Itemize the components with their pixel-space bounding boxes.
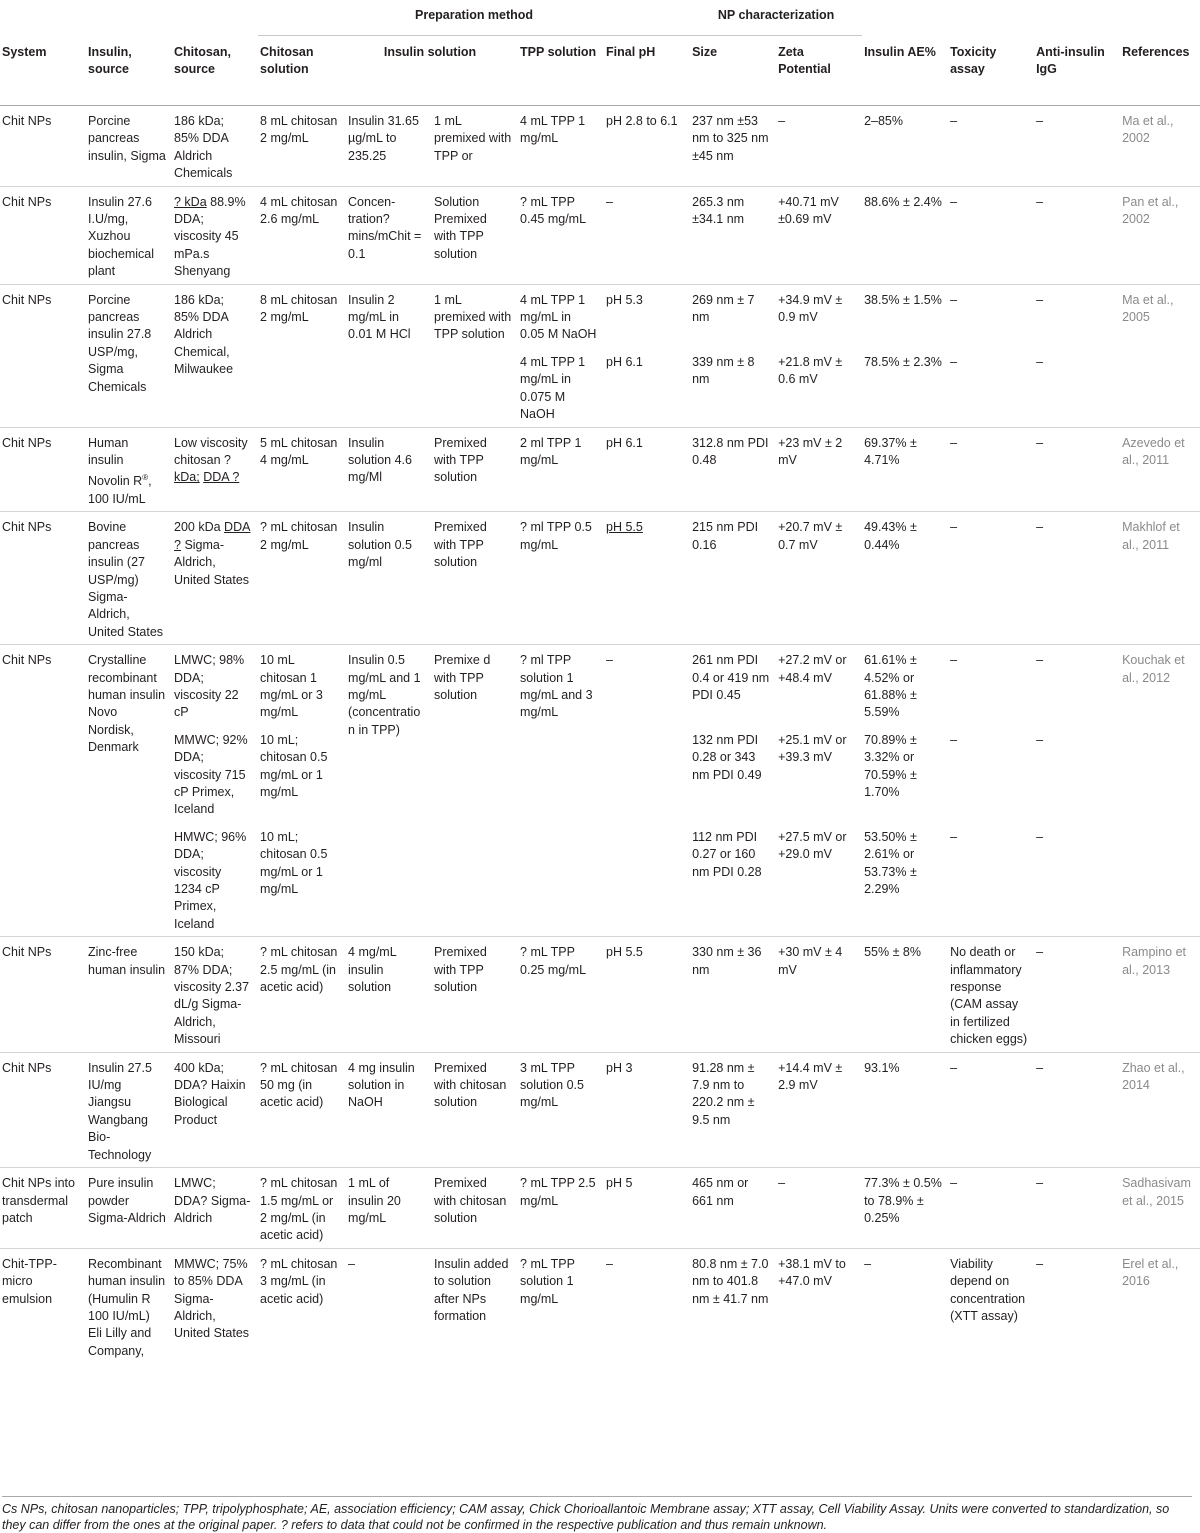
table-cell: pH 5.5 xyxy=(604,937,690,1052)
table-cell: – xyxy=(948,1052,1034,1167)
table-cell: – xyxy=(778,114,786,128)
table-row xyxy=(0,645,1200,725)
col-ref: References xyxy=(1122,44,1190,59)
col-ae: Insulin AE% xyxy=(864,44,936,59)
table-cell: – xyxy=(1034,1052,1120,1167)
table-cell: ? mL TPP 2.5 mg/mL xyxy=(518,1168,604,1249)
table-cell: 10 mL; chitosan 0.5 mg/mL or 1 mg/mL xyxy=(260,829,328,896)
table-cell: Premixed with TPP solution xyxy=(432,427,518,512)
group-header-row xyxy=(0,0,1200,36)
table-cell: – xyxy=(1034,645,1120,725)
table-cell: – xyxy=(950,114,958,128)
col-tpp: TPP solution xyxy=(520,45,597,59)
table-cell: Insulin 0.5 mg/mL and 1 mg/mL (concentration in TPP) xyxy=(346,645,432,937)
table-cell: Chit NPs into transdermal patch xyxy=(0,1168,86,1249)
table-cell: 4 mL TPP 1 mg/mL in 0.075 M NaOH xyxy=(520,354,586,422)
table-cell: pH 5 xyxy=(604,1168,690,1249)
table-cell: ? mL TPP 0.25 mg/mL xyxy=(518,937,604,1052)
table-cell: LMWC; 98% DDA; viscosity 22 cP xyxy=(172,645,258,725)
table-cell: – xyxy=(948,427,1034,512)
reference: Kouchak et al., 2012 xyxy=(1120,645,1200,937)
table-cell: – xyxy=(1034,1168,1120,1249)
col-zeta: Zeta Potential xyxy=(778,45,831,77)
table-cell: 4 mg insulin solution in NaOH xyxy=(346,1052,432,1167)
table-cell: – xyxy=(776,1168,862,1249)
table-cell: pH 2.8 to 6.1 xyxy=(606,114,678,128)
table-cell: ? mL chitosan 1.5 mg/mL or 2 mg/mL (in acetic acid) xyxy=(258,1168,346,1249)
table-cell: – xyxy=(604,186,690,284)
table-cell: Concen-tration? mins/mChit = 0.1 xyxy=(346,186,432,284)
table-cell: – xyxy=(1034,186,1120,284)
table-cell: 237 nm ±53 nm to 325 nm ±45 nm xyxy=(692,114,769,163)
table-row xyxy=(0,1052,1200,1167)
table-cell: 38.5% ± 1.5% xyxy=(862,284,948,347)
table-cell: 112 nm PDI 0.27 or 160 nm PDI 0.28 xyxy=(692,829,762,879)
reference: Ma et al., 2002 xyxy=(1122,114,1174,146)
table-cell: – xyxy=(950,829,958,844)
table-cell: 53.50% ± 2.61% or 53.73% ± 2.29% xyxy=(864,829,917,896)
col-igg: Anti-insulin IgG xyxy=(1036,44,1105,76)
reference: Erel et al., 2016 xyxy=(1120,1248,1200,1363)
table-cell: ? ml TPP 0.5 mg/mL xyxy=(518,512,604,645)
table-cell: pH 5.3 xyxy=(604,284,690,347)
table-row xyxy=(0,512,1200,645)
table-cell: 4 mg/mL insulin solution xyxy=(346,937,432,1052)
table-cell: – xyxy=(1034,1248,1120,1363)
table-cell: 330 nm ± 36 nm xyxy=(690,937,776,1052)
table-cell: 8 mL chitosan 2 mg/mL xyxy=(260,114,338,146)
table-cell: Premixe d with TPP solution xyxy=(432,645,518,937)
table-cell: 215 nm PDI 0.16 xyxy=(690,512,776,645)
table-cell: 49.43% ± 0.44% xyxy=(862,512,948,645)
table-cell: Solution Premixed with TPP solution xyxy=(432,186,518,284)
table-cell: Bovine pancreas insulin (27 USP/mg) Sigma-Aldrich, United States xyxy=(86,512,172,645)
table-cell: ? mL TPP 0.45 mg/mL xyxy=(518,186,604,284)
table-cell: ? mL chitosan 50 mg (in acetic acid) xyxy=(258,1052,346,1167)
table-cell: +21.8 mV ± 0.6 mV xyxy=(778,354,843,387)
table-cell: 265.3 nm ±34.1 nm xyxy=(690,186,776,284)
group-header-np: NP characterization xyxy=(690,0,862,36)
table-cell: +25.1 mV or +39.3 mV xyxy=(778,732,847,765)
table-cell: MMWC; 75% to 85% DDA Sigma-Aldrich, United States xyxy=(172,1248,258,1363)
table-cell: Chit NPs xyxy=(0,512,86,645)
table-cell: Chit NPs xyxy=(0,186,86,284)
table-cell: Chit NPs xyxy=(0,1052,86,1167)
table-row xyxy=(0,1248,1200,1363)
column-header-row xyxy=(0,36,1200,106)
table-cell: Low viscosity chitosan ? kDa; DDA ? xyxy=(172,427,258,512)
table-cell: 339 nm ± 8 nm xyxy=(692,354,755,387)
table-cell: Recombinant human insulin (Humulin R 100 IU/mL) Eli Lilly and Company, xyxy=(86,1248,172,1363)
table-cell: Crystalline recombinant human insulin Novo Nordisk, Denmark xyxy=(86,645,172,937)
table-cell: Pure insulin powder Sigma-Aldrich xyxy=(86,1168,172,1249)
table-cell: – xyxy=(346,1248,432,1363)
group-header-preparation: Preparation method xyxy=(258,0,690,36)
table-row xyxy=(0,1168,1200,1249)
table-cell: – xyxy=(1036,114,1044,128)
table-row xyxy=(0,427,1200,512)
table-cell: Chit NPs xyxy=(0,427,86,512)
table-cell: – xyxy=(1036,829,1044,844)
table-cell: Premixed with chitosan solution xyxy=(432,1052,518,1167)
table-cell: Premixed with TPP solution xyxy=(432,937,518,1052)
table-cell: 186 kDa; 85% DDA Aldrich Chemicals xyxy=(174,114,233,181)
table-cell: pH 5.5 xyxy=(604,512,690,645)
table-cell: 69.37% ± 4.71% xyxy=(862,427,948,512)
table-cell: +23 mV ± 2 mV xyxy=(776,427,862,512)
table-cell: +20.7 mV ± 0.7 mV xyxy=(776,512,862,645)
table-cell: +30 mV ± 4 mV xyxy=(776,937,862,1052)
table-cell: 4 mL TPP 1 mg/mL in 0.05 M NaOH xyxy=(518,284,604,347)
col-insulin: Insulin, source xyxy=(88,44,132,76)
table-cell: 80.8 nm ± 7.0 nm to 401.8 nm ± 41.7 nm xyxy=(690,1248,776,1363)
table-cell: ? ml TPP solution 1 mg/mL and 3 mg/mL xyxy=(518,645,604,937)
table-cell: Insulin 2 mg/mL in 0.01 M HCl xyxy=(346,284,432,427)
table-cell: Premixed with TPP solution xyxy=(432,512,518,645)
table-cell: Chit NPs xyxy=(0,937,86,1052)
table-cell: pH 3 xyxy=(604,1052,690,1167)
col-insulin-solution: Insulin solution xyxy=(383,45,477,59)
table-cell: Viability depend on concentration (XTT assay) xyxy=(948,1248,1034,1363)
table-cell: 61.61% ± 4.52% or 61.88% ± 5.59% xyxy=(862,645,948,725)
col-system: System xyxy=(2,44,47,59)
table-cell: ? mL chitosan 2.5 mg/mL (in acetic acid) xyxy=(258,937,346,1052)
table-cell: LMWC; DDA? Sigma-Aldrich xyxy=(172,1168,258,1249)
table-cell: – xyxy=(950,354,958,369)
table-cell: Porcine pancreas insulin 27.8 USP/mg, Sigma Chemicals xyxy=(86,284,172,427)
table-cell: – xyxy=(1034,512,1120,645)
table-cell: Insulin 31.65 µg/mL to 235.25 xyxy=(348,114,419,163)
table-cell: Insulin added to solution after NPs formation xyxy=(432,1248,518,1363)
table-cell: 312.8 nm PDI 0.48 xyxy=(690,427,776,512)
table-cell: – xyxy=(948,1168,1034,1249)
table-cell: 400 kDa; DDA? Haixin Biological Product xyxy=(172,1052,258,1167)
table-cell: 91.28 nm ± 7.9 nm to 220.2 nm ± 9.5 nm xyxy=(690,1052,776,1167)
table-cell: 88.6% ± 2.4% xyxy=(862,186,948,284)
table-cell: +38.1 mV to +47.0 mV xyxy=(776,1248,862,1363)
table-cell: 77.3% ± 0.5% to 78.9% ± 0.25% xyxy=(862,1168,948,1249)
table-cell: Zinc-free human insulin xyxy=(86,937,172,1052)
table-cell: 1 mL premixed with TPP or xyxy=(434,114,512,163)
table-cell: +40.71 mV ±0.69 mV xyxy=(776,186,862,284)
table-cell: Chit NPs xyxy=(0,645,86,937)
table-cell: Chit NPs xyxy=(2,114,52,128)
table-cell: ? kDa 88.9% DDA; viscosity 45 mPa.s Shenyang xyxy=(172,186,258,284)
table-cell: 3 mL TPP solution 0.5 mg/mL xyxy=(518,1052,604,1167)
table-cell: Insulin solution 0.5 mg/ml xyxy=(346,512,432,645)
table-cell: ? mL chitosan 2 mg/mL xyxy=(258,512,346,645)
col-chitosan-solution: Chitosan solution xyxy=(260,45,314,77)
table-footnote: Cs NPs, chitosan nanoparticles; TPP, tripolyphosphate; AE, association efficiency; CAM assay, Chick Chorioallantoic Membrane assay; XTT assay, Cell Viability Assay. Units were converted to standardization, so they can differ from the ones at the original paper. ? refers to data that could not be confirmed in the respective publication and thus remain unknown. xyxy=(2,1496,1192,1533)
table-cell: 150 kDa; 87% DDA; viscosity 2.37 dL/g Sigma-Aldrich, Missouri xyxy=(172,937,258,1052)
col-ph: Final pH xyxy=(606,45,656,59)
reference: Rampino et al., 2013 xyxy=(1120,937,1200,1052)
col-size: Size xyxy=(692,45,718,59)
table-cell: Premixed with chitosan solution xyxy=(432,1168,518,1249)
table-cell: – xyxy=(948,645,1034,725)
reference: Azevedo et al., 2011 xyxy=(1120,427,1200,512)
table-cell: – xyxy=(1036,354,1044,369)
table-cell: pH 6.1 xyxy=(606,354,643,369)
table-cell: – xyxy=(604,645,690,937)
table-cell: 93.1% xyxy=(862,1052,948,1167)
table-cell: HMWC; 96% DDA; viscosity 1234 cP Primex, Iceland xyxy=(174,829,247,931)
table-row xyxy=(0,186,1200,284)
table-cell: 55% ± 8% xyxy=(862,937,948,1052)
table-cell: +14.4 mV ± 2.9 mV xyxy=(776,1052,862,1167)
table-cell: 186 kDa; 85% DDA Aldrich Chemical, Milwaukee xyxy=(172,284,258,427)
table-cell: – xyxy=(950,732,958,747)
table-cell: – xyxy=(862,1248,948,1363)
table-cell: Insulin solution 4.6 mg/Ml xyxy=(346,427,432,512)
table-cell: – xyxy=(948,284,1034,347)
table-cell: Porcine pancreas insulin, Sigma xyxy=(88,114,166,163)
table-cell: Chit-TPP-micro emulsion xyxy=(0,1248,86,1363)
table-cell: 10 mL chitosan 1 mg/mL or 3 mg/mL xyxy=(258,645,346,725)
table-cell: – xyxy=(948,512,1034,645)
table-cell: Chit NPs xyxy=(0,284,86,427)
reference: Ma et al., 2005 xyxy=(1120,284,1200,427)
table-row xyxy=(0,937,1200,1052)
table-cell: 70.89% ± 3.32% or 70.59% ± 1.70% xyxy=(864,732,917,799)
table-cell: Insulin 27.6 I.U/mg, Xuzhou biochemical plant xyxy=(86,186,172,284)
table-cell: 78.5% ± 2.3% xyxy=(864,354,942,369)
table-cell: 10 mL; chitosan 0.5 mg/mL or 1 mg/mL xyxy=(260,732,328,799)
table-cell: 5 mL chitosan 4 mg/mL xyxy=(258,427,346,512)
table-cell: 1 mL of insulin 20 mg/mL xyxy=(346,1168,432,1249)
table-cell: +27.2 mV or +48.4 mV xyxy=(776,645,862,725)
table-cell: 4 mL chitosan 2.6 mg/mL xyxy=(258,186,346,284)
table-cell: ? mL chitosan 3 mg/mL (in acetic acid) xyxy=(258,1248,346,1363)
reference: Makhlof et al., 2011 xyxy=(1120,512,1200,645)
table-row xyxy=(0,106,1200,187)
table-cell: – xyxy=(948,186,1034,284)
table-cell: pH 6.1 xyxy=(604,427,690,512)
table-cell: 465 nm or 661 nm xyxy=(690,1168,776,1249)
col-chitosan: Chitosan, source xyxy=(174,44,231,76)
table-cell: – xyxy=(604,1248,690,1363)
table-cell: ? mL TPP solution 1 mg/mL xyxy=(518,1248,604,1363)
table-cell: 200 kDa DDA ? Sigma-Aldrich, United States xyxy=(172,512,258,645)
reference: Pan et al., 2002 xyxy=(1120,186,1200,284)
table-cell: 261 nm PDI 0.4 or 419 nm PDI 0.45 xyxy=(690,645,776,725)
table-cell: 2–85% xyxy=(864,114,904,128)
table-cell: 8 mL chitosan 2 mg/mL xyxy=(258,284,346,427)
table-cell: – xyxy=(1034,937,1120,1052)
table-cell: 269 nm ± 7 nm xyxy=(690,284,776,347)
table-cell: +27.5 mV or +29.0 mV xyxy=(778,829,847,862)
table-cell: – xyxy=(1036,732,1044,747)
reference: Sadhasivam et al., 2015 xyxy=(1120,1168,1200,1249)
table-cell: Insulin 27.5 IU/mg Jiangsu Wangbang Bio-Technology xyxy=(86,1052,172,1167)
table-cell: Human insulin Novolin R®, 100 IU/mL xyxy=(86,427,172,512)
table-cell: 2 ml TPP 1 mg/mL xyxy=(518,427,604,512)
table-cell: 1 mL premixed with TPP solution xyxy=(432,284,518,427)
table-row xyxy=(0,284,1200,347)
table-cell: No death or inflammatory response (CAM assay in fertilized chicken eggs) xyxy=(948,937,1034,1052)
table-cell: +34.9 mV ± 0.9 mV xyxy=(776,284,862,347)
table-cell: 132 nm PDI 0.28 or 343 nm PDI 0.49 xyxy=(692,732,762,782)
table-cell: 4 mL TPP 1 mg/mL xyxy=(520,114,586,146)
col-tox: Toxicity assay xyxy=(950,44,997,76)
reference: Zhao et al., 2014 xyxy=(1120,1052,1200,1167)
table-cell: MMWC; 92% DDA; viscosity 715 cP Primex, Iceland xyxy=(174,732,248,817)
table-cell: – xyxy=(1034,427,1120,512)
table-cell: – xyxy=(1034,284,1120,347)
